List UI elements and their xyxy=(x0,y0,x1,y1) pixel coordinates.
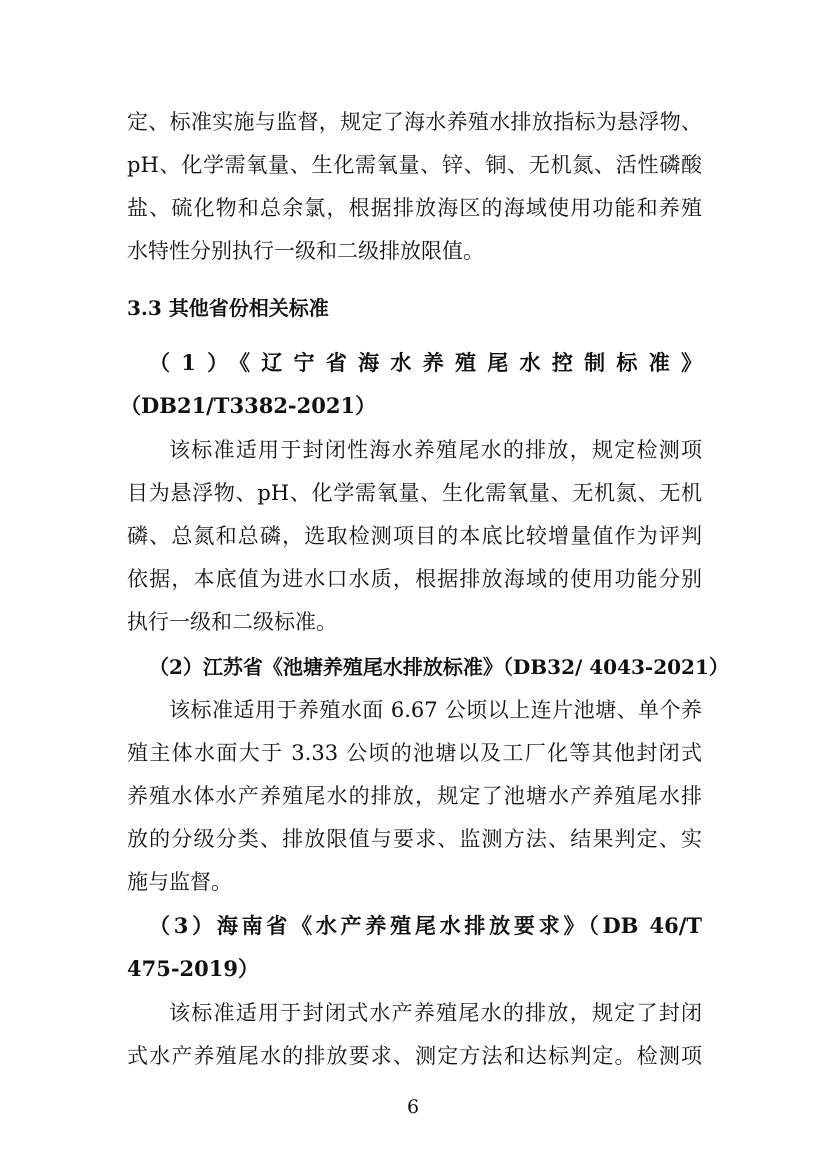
body-text-line: 该标准适用于封闭性海水养殖尾水的排放，规定检测项 xyxy=(169,438,702,462)
standard-code-3: 475-2019） xyxy=(127,956,259,981)
body-text-line: 殖主体水面大于 3.33 公顷的池塘以及工厂化等其他封闭式 xyxy=(127,741,702,765)
body-text-line: 执行一级和二级标准。 xyxy=(127,610,337,634)
page-number: 6 xyxy=(406,1096,420,1118)
standard-title-2: （2）江苏省《池塘养殖尾水排放标准》（DB32/ 4043-2021） xyxy=(149,655,729,679)
body-text-line: 磷、总氮和总磷，选取检测项目的本底比较增量值作为评判 xyxy=(127,524,702,548)
section-heading: 3.3 其他省份相关标准 xyxy=(127,296,329,320)
body-text-line: 该标准适用于封闭式水产养殖尾水的排放，规定了封闭 xyxy=(169,1001,702,1025)
body-text-line: 定、标准实施与监督，规定了海水养殖水排放指标为悬浮物、 xyxy=(127,110,702,134)
body-text-line: 放的分级分类、排放限值与要求、监测方法、结果判定、实 xyxy=(127,827,702,851)
body-text-line: 该标准适用于养殖水面 6.67 公顷以上连片池塘、单个养 xyxy=(169,698,702,722)
body-text-line: 式水产养殖尾水的排放要求、测定方法和达标判定。检测项 xyxy=(127,1044,702,1068)
standard-code-1: （DB21/T3382-2021） xyxy=(120,393,377,418)
body-text-line: 依据，本底值为进水口水质，根据排放海域的使用功能分别 xyxy=(127,567,702,591)
standard-title-1: （1）《辽宁省海水养殖尾水控制标准》 xyxy=(149,350,702,375)
body-text-line: 目为悬浮物、pH、化学需氧量、生化需氧量、无机氮、无机 xyxy=(127,481,702,505)
body-text-line: pH、化学需氧量、生化需氧量、锌、铜、无机氮、活性磷酸 xyxy=(127,153,702,177)
body-text-line: 水特性分别执行一级和二级排放限值。 xyxy=(127,239,484,263)
body-text-line: 施与监督。 xyxy=(127,870,232,894)
body-text-line: 养殖水体水产养殖尾水的排放，规定了池塘水产养殖尾水排 xyxy=(127,784,702,808)
standard-title-3: （3）海南省《水产养殖尾水排放要求》（DB 46/T xyxy=(149,913,702,938)
body-text-line: 盐、硫化物和总余氯，根据排放海区的海域使用功能和养殖 xyxy=(127,196,702,220)
